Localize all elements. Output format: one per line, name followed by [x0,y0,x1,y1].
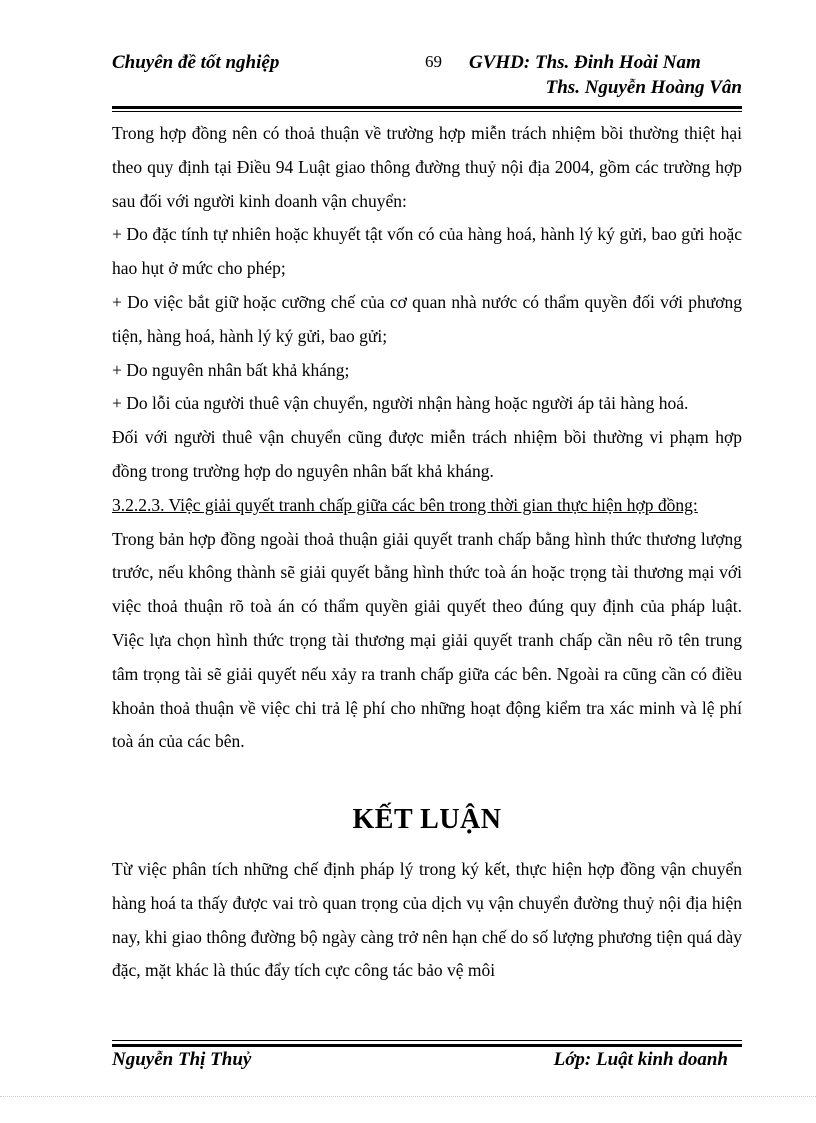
header-title: Chuyên đề tốt nghiệp [112,52,280,73]
list-item: + Do việc bắt giữ hoặc cưỡng chế của cơ quan nhà nước có thẩm quyền đối với phương tiện, hàng hoá, hành lý ký gửi, bao gửi; [112,291,742,346]
page-edge [0,1096,816,1097]
body-text [112,117,742,759]
renter-paragraph: Đối với người thuê vận chuyển cũng được miễn trách nhiệm bồi thường vi phạm hợp đồng trong trường hợp do nguyên nhân bất khả kháng. [112,427,742,481]
list-item: + Do đặc tính tự nhiên hoặc khuyết tật vốn có của hàng hoá, hành lý ký gửi, bao gửi hoặc hao hụt ở mức cho phép; [112,224,742,279]
conclusion-paragraph: Từ việc phân tích những chế định pháp lý trong ký kết, thực hiện hợp đồng vận chuyển hàng hoá ta thấy được vai trò quan trọng của dịch vụ vận chuyển đường thuỷ nội địa hiện nay, khi giao thông đường bộ ngày càng trở nên hạn chế do số lượng phương tiện quá dày đặc, mặt khác là thúc đẩy tích cực công tác bảo vệ môi [112,859,742,981]
footer-rule-thin [112,1040,742,1041]
header-supervisor-2: Ths. Nguyễn Hoàng Vân [545,77,742,98]
header-supervisor: GVHD: Ths. Đinh Hoài Nam [469,52,701,73]
page-header [112,50,742,106]
header-rule-thin [112,111,742,112]
list-item: + Do nguyên nhân bất khả kháng; [112,359,350,380]
intro-paragraph: Trong hợp đồng nên có thoả thuận về trường hợp miễn trách nhiệm bồi thường thiệt hại theo quy định tại Điều 94 Luật giao thông đường thuỷ nội địa 2004, gồm các trường hợp sau đối với người kinh doanh vận chuyển: [112,123,742,211]
header-rule-thick [112,106,742,109]
conclusion-text [112,853,742,988]
list-item: + Do lỗi của người thuê vận chuyển, người nhận hàng hoặc người áp tải hàng hoá. [112,393,689,414]
conclusion-title: KẾT LUẬN [352,804,502,835]
section-heading: 3.2.2.3. Việc giải quyết tranh chấp giữa các bên trong thời gian thực hiện hợp đồng: [112,494,698,515]
footer-author: Nguyễn Thị Thuỷ [112,1049,252,1070]
page-footer [112,1049,742,1075]
footer-rule-thick [112,1044,742,1047]
footer-class: Lớp: Luật kinh doanh [553,1049,728,1070]
section-paragraph: Trong bản hợp đồng ngoài thoả thuận giải quyết tranh chấp bằng hình thức thương lượng trước, nếu không thành sẽ giải quyết bằng hình thức toà án hoặc trọng tài thương mại với việc thoả thuận rõ toà án có thẩm quyền giải quyết theo đúng quy định của pháp luật. Việc lựa chọn hình thức trọng tài thương mại giải quyết tranh chấp cần nêu rõ tên trung tâm trọng tài sẽ giải quyết nếu xảy ra tranh chấp giữa các bên. Ngoài ra cũng cần có điều khoản thoả thuận về việc chi trả lệ phí cho những hoạt động kiểm tra xác minh và lệ phí toà án của các bên. [112,528,742,752]
page-number: 69 [425,52,442,71]
